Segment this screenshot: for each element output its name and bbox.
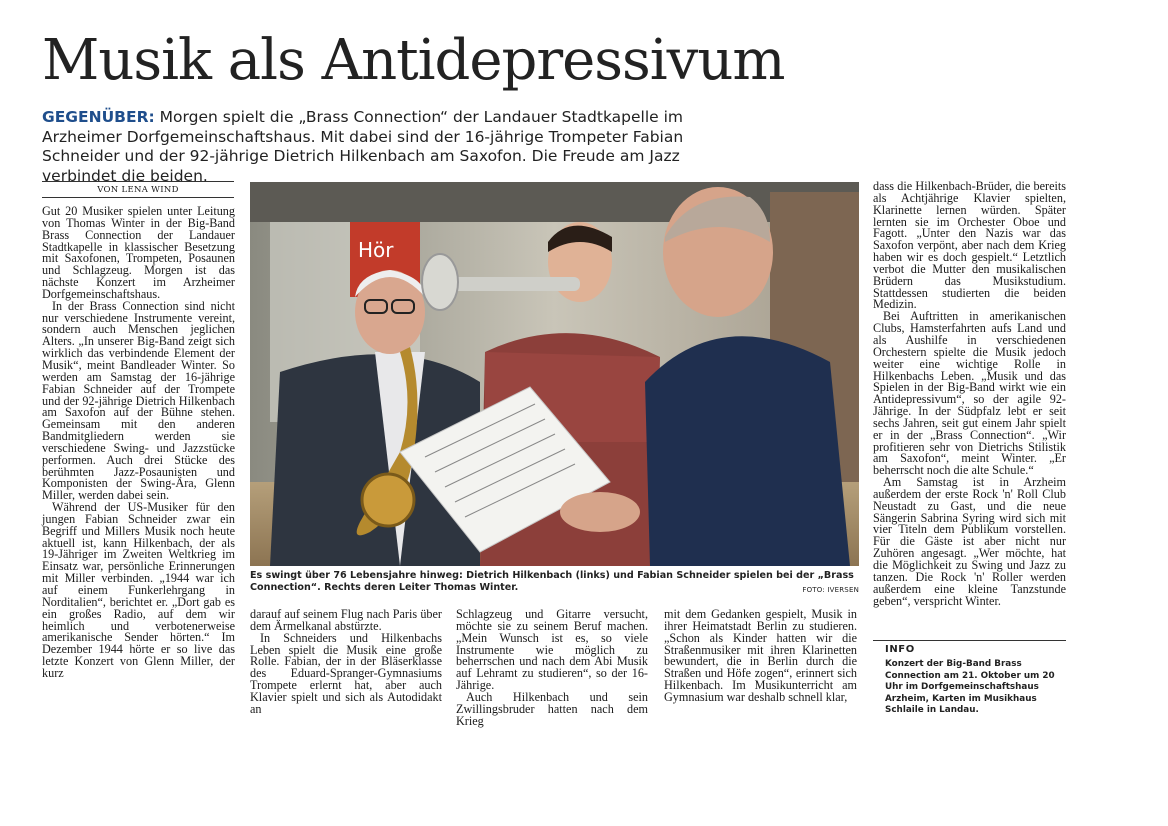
paragraph: Während der US-Musiker für den jungen Fabian Schneider zwar ein Begriff und Millers Musik noch heute aktuell ist, kann Hilkenbach, der als 19-Jähriger im Zweiten Weltkrieg im Einsatz war, persönliche Erinnerungen mit Miller verbinden. „1944 war ich auf einem Funkerlehrgang in Norditalien“, berichtet er. „Dort gab es ein großes Radio, auf dem wir heimlich und verbotenerweise amerikanische Sender hörten.“ Im Dezember 1944 hörte er so live das letzte Konzert von Glenn Miller, der kurz xyxy=(42,500,235,680)
article-photo xyxy=(250,182,859,566)
paragraph: Am Samstag ist in Arzheim außerdem der erste Rock 'n' Roll Club Neustadt zu Gast, und die neue Sängerin Sabrina Syring wird sich mit vier Titeln dem Publikum vorstellen. Für die Gäste ist aber nicht nur Zuhören angesagt. „Wer möchte, hat die Möglichkeit zu Swing und Jazz zu tanzen. Die Rock 'n' Roller werden außerdem eine kleine Tanzstunde geben“, verspricht Winter. xyxy=(873,475,1066,608)
article-column-4 xyxy=(664,609,857,704)
paragraph: Auch Hilkenbach und sein Zwillingsbruder hatten nach dem Krieg xyxy=(456,689,648,728)
lead-text: Morgen spielt die „Brass Connection“ der Landauer Stadtkapelle im Arzheimer Dorfgemeinschaftshaus. Mit dabei sind der 16-jährige Trompeter Fabian Schneider und der 92-jährige Dietrich Hilkenbach am Saxofon. Die Freude am Jazz verbindet die beiden. xyxy=(42,108,684,185)
paragraph: Bei Auftritten in amerikanischen Clubs, Hamsterfahrten aufs Land und als Aushilfe in verschiedenen Orchestern spielte die Musik jedoch weiter eine wichtige Rolle in Hilkenbachs Leben. „Musik und das Spielen in der Big-Band wirkt wie ein Antidepressivum“, so der agile 92-Jährige. In der Südpfalz lebt er seit sechs Jahren, seit gut einem Jahr spielt er in der „Brass Connection“. „Wir profitieren sehr von Dietrichs Stilistik am Saxofon“, meint Winter. „Er beherrscht noch die alte Schule.“ xyxy=(873,309,1066,478)
paragraph: Gut 20 Musiker spielen unter Leitung von Thomas Winter in der Big-Band Brass Connection der Landauer Stadtkapelle in klassischer Besetzung mit Saxofonen, Trompeten, Posaunen und Schlagzeug. Morgen ist das nächste Konzert im Arzheimer Dorfgemeinschaftshaus. xyxy=(42,204,235,301)
article-column-3 xyxy=(456,609,648,727)
paragraph: In der Brass Connection sind nicht nur verschiedene Instrumente vereint, sondern auch Menschen jeglichen Alters. „In unserer Big-Band zeigt sich wirklich das verbindende Element der Musik“, meint Bandleader Winter. So werden am Samstag der 16-jährige Fabian Schneider auf der Trompete und der 92-jährige Dietrich Hilkenbach am Saxofon auf der Bühne stehen. Gemeinsam mit den anderen Bandmitgliedern werden sie verschiedene Swing- und Jazzstücke performen. Auch drei Stücke des berühmten Jazz-Posaunisten und Komponisten der Swing-Ära, Glenn Miller, werden dabei sein. xyxy=(42,298,235,503)
article-column-5 xyxy=(873,181,1066,607)
sign-text: Hör xyxy=(358,238,394,262)
info-heading: INFO xyxy=(885,644,915,655)
photo-credit: FOTO: IVERSEN xyxy=(802,586,859,594)
paragraph: mit dem Gedanken gespielt, Musik in ihrer Heimatstadt Berlin zu studieren. „Schon als Kinder hatten wir die Straßenmusiker mit ihren Klarinetten bewundert, die in Berlin durch die Straßen und Höfe zogen“, erinnert sich Hilkenbach. Im Musikunterricht am Gymnasium war deshalb schnell klar, xyxy=(664,607,857,704)
musicians-photo xyxy=(250,182,859,566)
paragraph: darauf auf seinem Flug nach Paris über dem Ärmelkanal abstürzte. xyxy=(250,607,442,633)
headline: Musik als Antidepressivum xyxy=(42,28,785,93)
byline xyxy=(42,181,234,198)
info-text: Konzert der Big-Band Brass Connection am 21. Oktober um 20 Uhr im Dorfgemeinschaftshaus Arzheim, Karten im Musikhaus Schlaile in Landau. xyxy=(885,659,1055,715)
article-column-2 xyxy=(250,609,442,716)
paragraph: dass die Hilkenbach-Brüder, die bereits als Achtjährige Klavier spielten, Klarinette lernen würden. Später lernten sie im Orchester Oboe und Fagott. „Unter den Nazis war das Saxofon verpönt, aber nach dem Krieg haben wir es doch gespielt.“ Letztlich verbot die Mutter den musikalischen Brüdern das Musikstudium. Stattdessen studierten die beiden Medizin. xyxy=(873,179,1066,312)
caption-text: Es swingt über 76 Lebensjahre hinweg: Dietrich Hilkenbach (links) und Fabian Schneider spielen bei der „Brass Connection“. Rechts deren Leiter Thomas Winter. xyxy=(250,570,854,593)
info-box xyxy=(873,640,1066,717)
photo-caption xyxy=(250,570,859,596)
byline-text: VON LENA WIND xyxy=(97,185,179,195)
lead-paragraph xyxy=(42,108,722,186)
paragraph: In Schneiders und Hilkenbachs Leben spielt die Musik eine große Rolle. Fabian, der in der Bläserklasse des Eduard-Spranger-Gymnasiums Trompete erlernt hat, aber auch Klavier spielt und sich als Autodidakt an xyxy=(250,630,442,716)
paragraph: Schlagzeug und Gitarre versucht, möchte sie zu seinem Beruf machen. „Mein Wunsch ist es, so viele Instrumente wie möglich zu beherrschen und nach dem Abi Musik auf Lehramt zu studieren“, so der 16-Jährige. xyxy=(456,607,648,693)
lead-kicker: GEGENÜBER: xyxy=(42,108,155,126)
article-column-1 xyxy=(42,206,235,680)
